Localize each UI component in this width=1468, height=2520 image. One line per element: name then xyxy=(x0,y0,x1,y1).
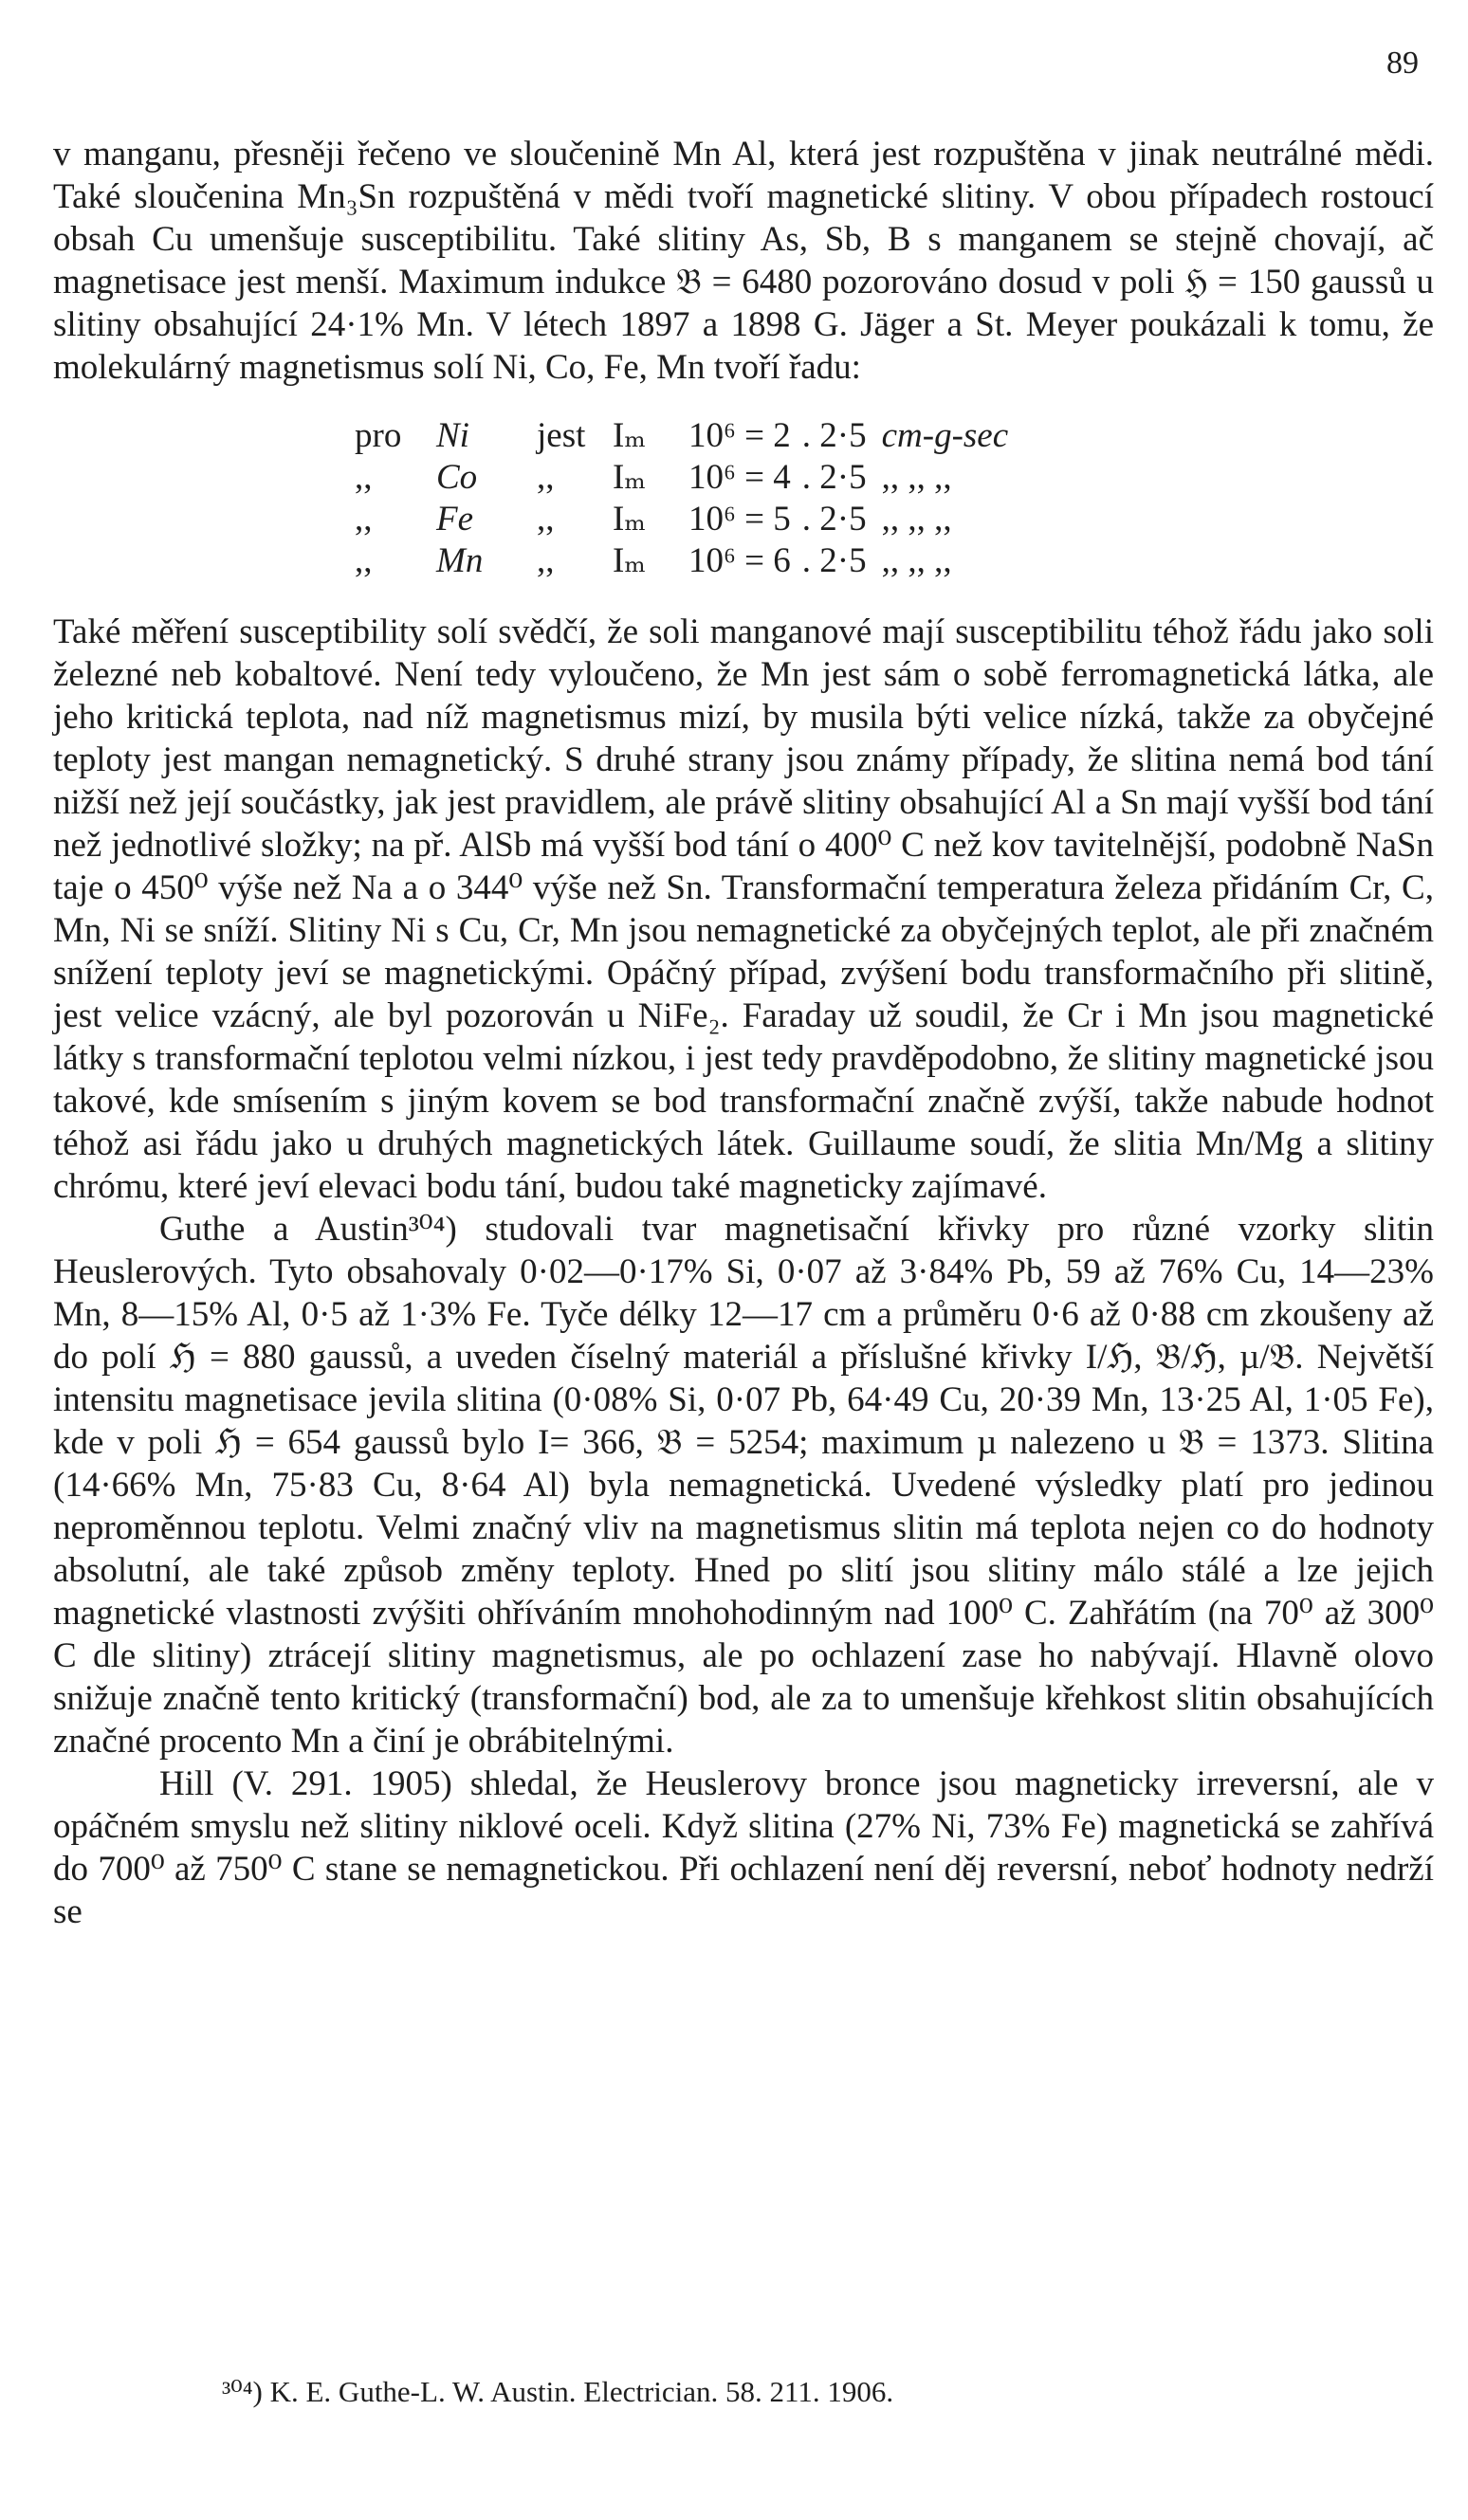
row-power: 10⁶ = 6 xyxy=(688,541,791,580)
table-row xyxy=(355,540,1434,582)
row-unit: ,, ,, ,, xyxy=(881,500,952,539)
row-value: . 2·5 xyxy=(801,541,867,580)
row-prefix: ,, xyxy=(355,458,373,497)
row-symbol: Iₘ xyxy=(613,458,647,497)
paragraph-susceptibility: Také měření susceptibility solí svědčí, že soli manganové mají susceptibilitu téhož řádu jako soli železné neb kobaltové. Není tedy vyloučeno, že Mn jest sám o sobě ferromagnetická látka, ale jeho kritická teplota, nad níž magnetismus mizí, by musila býti velice nízká, takže za obyčejné teploty jest mangan nemagnetický. S druhé strany jsou známy případy, že slitina nemá bod tání nižší než její součástky, jak jest pravidlem, ale právě slitiny obsahující Al a Sn mají vyšší bod tání než jednotlivé složky; na př. AlSb má vyšší bod tání o 400⁰ C než kov tavitelnější, podobně NaSn taje o 450⁰ výše než Na a o 344⁰ výše než Sn. Transformační temperatura železa přidáním Cr, C, Mn, Ni se sníží. Slitiny Ni s Cu, Cr, Mn jsou nemagnetické za obyčejných teplot, ale při značném snížení teploty jeví se magnetickými. Opáčný případ, zvýšení bodu transformačního při slitině, jest velice vzácný, ale byl pozorován u NiFe₂. Faraday už soudil, že Cr i Mn jsou magnetické látky s transformační teplotou velmi nízkou, i jest tedy pravděpodobno, že slitiny magnetické jsou takové, kde smísením s jiným kovem se bod transformační značně zvýší, takže nabude hodnot téhož asi řádu jako u druhých magnetických látek. Guillaume soudí, že slitia Mn/Mg a slitiny chrómu, které jeví elevaci bodu tání, budou také magneticky zajímavé. xyxy=(53,612,1434,1206)
row-verb: jest xyxy=(537,416,586,455)
row-symbol: Iₘ xyxy=(613,416,647,455)
row-unit: cm-g-sec xyxy=(881,416,1009,455)
row-element: Fe xyxy=(436,500,474,539)
row-symbol: Iₘ xyxy=(613,541,647,580)
page-body xyxy=(53,133,1434,1933)
row-power: 10⁶ = 2 xyxy=(688,416,791,455)
row-value: . 2·5 xyxy=(801,416,867,455)
paragraph-hill: Hill (V. 291. 1905) shledal, že Heuslerovy bronce jsou magneticky irreversní, ale v opáčném smyslu než slitiny niklové oceli. Když slitina (27% Ni, 73% Fe) magnetická se zahřívá do 700⁰ až 750⁰ C stane se nemagnetickou. Při ochlazení není děj reversní, neboť hodnoty nedrží se xyxy=(53,1764,1434,1931)
table-row xyxy=(355,415,1434,457)
row-unit: ,, ,, ,, xyxy=(881,458,952,497)
row-value: . 2·5 xyxy=(801,500,867,539)
table-row xyxy=(355,499,1434,540)
row-element: Mn xyxy=(436,541,484,580)
row-value: . 2·5 xyxy=(801,458,867,497)
row-element: Co xyxy=(436,458,478,497)
row-element: Ni xyxy=(436,416,469,455)
row-verb: ,, xyxy=(537,541,555,580)
row-prefix: ,, xyxy=(355,500,373,539)
row-verb: ,, xyxy=(537,458,555,497)
paragraph-manganese-alloys: v manganu, přesněji řečeno ve sloučenině Mn Al, která jest rozpuštěna v jinak neutrálné mědi. Také sloučenina Mn₃Sn rozpuštěná v mědi tvoří magnetické slitiny. V obou případech rostoucí obsah Cu umenšuje susceptibilitu. Také slitiny As, Sb, B s manganem se stejně chovají, ač magnetisace jest menší. Maximum indukce 𝔅 = 6480 pozorováno dosud v poli ℌ = 150 gaussů u slitiny obsahující 24·1% Mn. V létech 1897 a 1898 G. Jäger a St. Meyer poukázali k tomu, že molekulárný magnetismus solí Ni, Co, Fe, Mn tvoří řadu: xyxy=(53,135,1434,387)
row-verb: ,, xyxy=(537,500,555,539)
row-power: 10⁶ = 5 xyxy=(688,500,791,539)
page-number: 89 xyxy=(1386,46,1419,81)
row-symbol: Iₘ xyxy=(613,500,647,539)
footnote: ³⁰⁴) K. E. Guthe-L. W. Austin. Electrician. 58. 211. 1906. xyxy=(222,2375,894,2408)
row-power: 10⁶ = 4 xyxy=(688,458,791,497)
table-row xyxy=(355,457,1434,499)
molecular-magnetism-table xyxy=(355,415,1434,582)
paragraph-guthe-austin: Guthe a Austin³⁰⁴) studovali tvar magnetisační křivky pro různé vzorky slitin Heuslerových. Tyto obsahovaly 0·02—0·17% Si, 0·07 až 3·84% Pb, 59 až 76% Cu, 14—23% Mn, 8—15% Al, 0·5 až 1·3% Fe. Tyče délky 12—17 cm a průměru 0·6 až 0·88 cm zkoušeny až do polí ℌ = 880 gaussů, a uveden číselný materiál a příslušné křivky I/ℌ, 𝔅/ℌ, µ/𝔅. Největší intensitu magnetisace jevila slitina (0·08% Si, 0·07 Pb, 64·49 Cu, 20·39 Mn, 13·25 Al, 1·05 Fe), kde v poli ℌ = 654 gaussů bylo I= 366, 𝔅 = 5254; maximum µ nalezeno u 𝔅 = 1373. Slitina (14·66% Mn, 75·83 Cu, 8·64 Al) byla nemagnetická. Uvedené výsledky platí pro jedinou neproměnnou teplotu. Velmi značný vliv na magnetismus slitin má teplota nejen co do hodnoty absolutní, ale také způsob změny teploty. Hned po slití jsou slitiny málo stálé a lze jejich magnetické vlastnosti zvýšiti ohříváním mnohohodinným nad 100⁰ C. Zahřátím (na 70⁰ až 300⁰ C dle slitiny) ztrácejí slitiny magnetismus, ale po ochlazení zase ho nabývají. Hlavně olovo snižuje značně tento kritický (transformační) bod, ale za to umenšuje křehkost slitin obsahujících značné procento Mn a činí je obrábitelnými. xyxy=(53,1210,1434,1761)
row-prefix: ,, xyxy=(355,541,373,580)
row-prefix: pro xyxy=(355,416,402,455)
row-unit: ,, ,, ,, xyxy=(881,541,952,580)
